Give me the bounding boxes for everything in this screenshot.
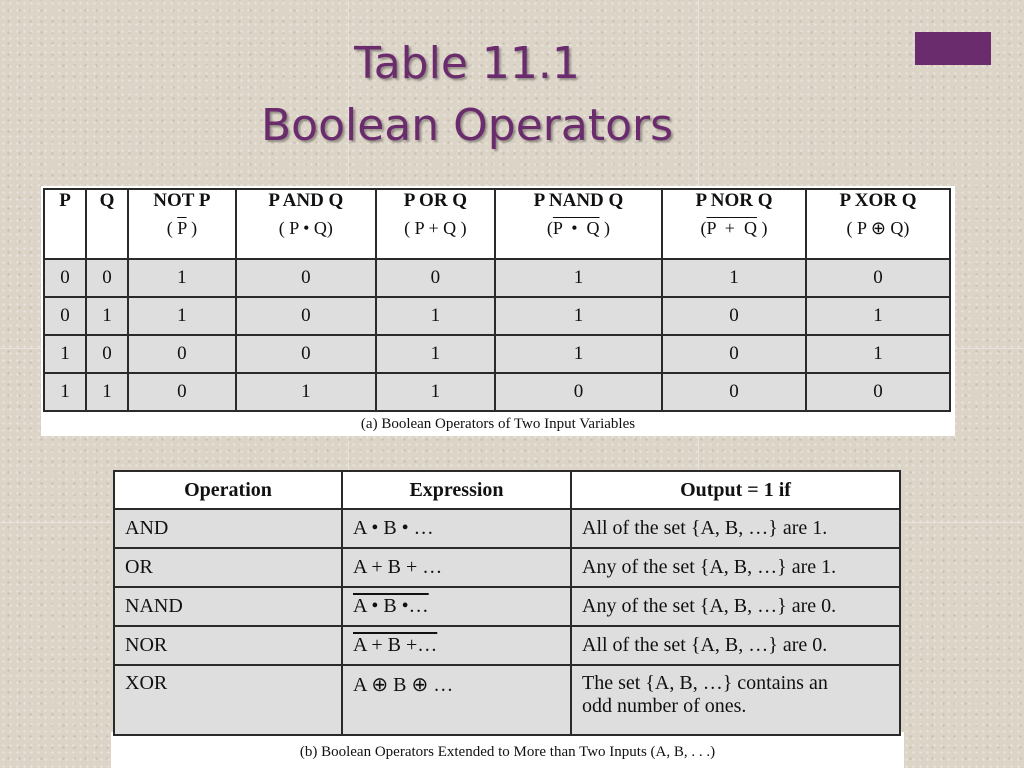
expression-cell: A • B • …	[342, 509, 571, 548]
operation-cell: NAND	[114, 587, 342, 626]
output-line: odd number of ones.	[582, 695, 747, 717]
table-cell: 1	[495, 259, 662, 297]
table-cell: 1	[44, 373, 86, 411]
table-b-caption: (b) Boolean Operators Extended to More than Two Inputs (A, B, . . .)	[299, 744, 716, 760]
header-label: P NOR Q	[695, 190, 773, 211]
expr-overlined: $\overline{P}$	[177, 218, 187, 238]
table-header-row	[44, 189, 950, 259]
expr-overlined: A + B +…	[353, 634, 438, 656]
table-a-panel	[41, 186, 955, 436]
table-cell: 0	[236, 335, 376, 373]
table-header-row	[114, 471, 900, 509]
operation-cell: AND	[114, 509, 342, 548]
header-expression	[129, 218, 235, 239]
table-cell: 1	[376, 373, 495, 411]
table-cell: 1	[662, 259, 806, 297]
table-cell: 0	[128, 335, 236, 373]
output-cell: All of the set {A, B, …} are 1.	[571, 509, 900, 548]
table-cell: 1	[495, 335, 662, 373]
table-row	[44, 259, 950, 297]
col-header-nor	[662, 189, 806, 259]
table-cell: 1	[44, 335, 86, 373]
header-label: Q	[99, 190, 115, 211]
col-header-operation: Operation	[114, 471, 342, 509]
expr-open: (	[166, 218, 178, 238]
slide-title-line2: Boolean Operators	[260, 100, 674, 151]
table-cell: 1	[495, 297, 662, 335]
col-header-not-p	[128, 189, 236, 259]
header-expression	[496, 218, 661, 239]
slide-title-line1: Table 11.1	[354, 38, 580, 89]
table-cell: 0	[806, 259, 950, 297]
table-row	[114, 665, 900, 735]
expr-overlined: P • Q	[552, 218, 600, 238]
col-header-nand	[495, 189, 662, 259]
header-expression: ( P + Q )	[404, 218, 467, 238]
table-cell: 0	[376, 259, 495, 297]
table-cell: 0	[806, 373, 950, 411]
table-row	[114, 587, 900, 626]
table-row	[114, 626, 900, 665]
operators-table	[113, 470, 901, 736]
table-cell: 0	[662, 335, 806, 373]
table-cell: 1	[86, 373, 128, 411]
table-cell: 0	[662, 373, 806, 411]
output-cell: Any of the set {A, B, …} are 1.	[571, 548, 900, 587]
table-cell: 1	[128, 259, 236, 297]
header-label: P NAND Q	[533, 190, 624, 211]
col-header-q	[86, 189, 128, 259]
operation-cell: XOR	[114, 665, 342, 735]
table-cell: 1	[236, 373, 376, 411]
table-cell: 0	[44, 259, 86, 297]
expression-cell	[342, 626, 571, 665]
output-cell: All of the set {A, B, …} are 0.	[571, 626, 900, 665]
col-header-p	[44, 189, 86, 259]
expr-open: (	[700, 218, 707, 238]
table-cell: 1	[376, 335, 495, 373]
operation-cell: OR	[114, 548, 342, 587]
col-header-output: Output = 1 if	[571, 471, 900, 509]
expression-cell	[342, 587, 571, 626]
table-row	[44, 297, 950, 335]
col-header-or	[376, 189, 495, 259]
output-cell: Any of the set {A, B, …} are 0.	[571, 587, 900, 626]
table-a-caption: (a) Boolean Operators of Two Input Variables	[360, 416, 636, 432]
output-cell	[571, 665, 900, 735]
col-header-expression: Expression	[342, 471, 571, 509]
operation-cell: NOR	[114, 626, 342, 665]
table-row	[44, 373, 950, 411]
expr-overlined: A • B •…	[353, 595, 429, 617]
table-cell: 0	[128, 373, 236, 411]
table-cell: 0	[86, 259, 128, 297]
col-header-xor	[806, 189, 950, 259]
header-label: P XOR Q	[839, 190, 917, 211]
expr-close: )	[186, 218, 198, 238]
header-label: P OR Q	[403, 190, 468, 211]
expression-cell: A + B + …	[342, 548, 571, 587]
table-row	[114, 509, 900, 548]
col-header-and	[236, 189, 376, 259]
expr-open: (	[546, 218, 553, 238]
expr-overlined: P + Q	[706, 218, 757, 238]
expr-close: )	[756, 218, 768, 238]
truth-table	[43, 188, 951, 412]
table-row	[114, 548, 900, 587]
table-row	[44, 335, 950, 373]
expression-cell: A ⊕ B ⊕ …	[342, 665, 571, 735]
header-label: P	[59, 190, 71, 211]
header-expression	[663, 218, 805, 239]
table-cell: 0	[86, 335, 128, 373]
header-label: NOT P	[153, 190, 211, 211]
table-cell: 0	[662, 297, 806, 335]
table-cell: 1	[128, 297, 236, 335]
header-expression: ( P ⊕ Q)	[846, 218, 910, 238]
header-label: P AND Q	[268, 190, 344, 211]
table-cell: 0	[44, 297, 86, 335]
table-cell: 1	[376, 297, 495, 335]
output-line: The set {A, B, …} contains an	[582, 672, 828, 694]
table-cell: 0	[236, 259, 376, 297]
header-expression: ( P • Q)	[278, 218, 333, 238]
table-cell: 0	[495, 373, 662, 411]
table-cell: 1	[806, 297, 950, 335]
table-cell: 1	[806, 335, 950, 373]
table-cell: 0	[236, 297, 376, 335]
table-cell: 1	[86, 297, 128, 335]
table-b-panel	[111, 468, 904, 768]
expr-close: )	[599, 218, 611, 238]
